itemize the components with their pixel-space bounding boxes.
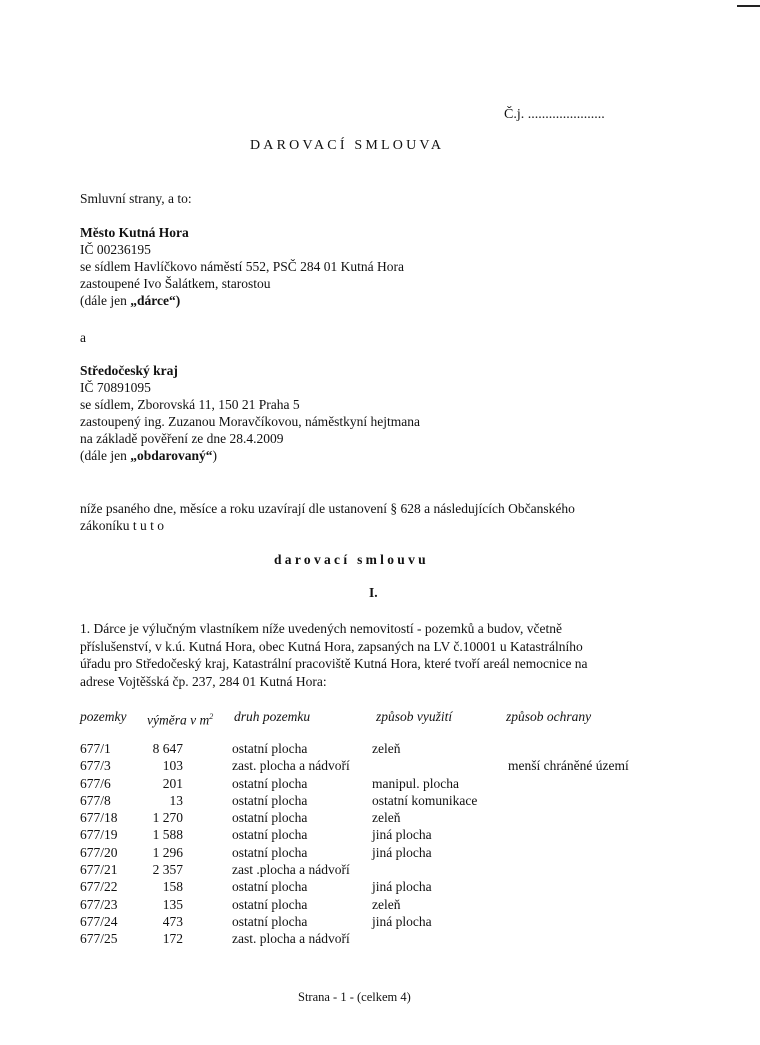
document-title: DAROVACÍ SMLOUVA <box>250 138 445 153</box>
header-vymera-text: výměra v m <box>147 712 210 728</box>
cell-druh: zast .plocha a nádvoří <box>232 862 350 878</box>
conjunction: a <box>80 330 86 345</box>
preamble-line: zákoníku t u t o <box>80 518 164 533</box>
cell-druh: ostatní plocha <box>232 844 308 860</box>
cell-druh: ostatní plocha <box>232 913 308 929</box>
cell-druh: ostatní plocha <box>232 827 308 843</box>
preamble-line: níže psaného dne, měsíce a roku uzavírají dle ustanovení § 628 a následujících Občanského <box>80 501 575 516</box>
recipient-alias-suffix: ) <box>212 448 218 463</box>
cell-vymera: 103 <box>162 758 183 774</box>
cell-vymera: 8 647 <box>152 741 183 756</box>
cell-vymera: 473 <box>162 913 183 929</box>
cell-zpusob: jiná plocha <box>372 844 432 860</box>
table-row <box>0 809 760 826</box>
recipient-alias-prefix: (dále jen <box>80 448 131 463</box>
cell-pozemek: 677/20 <box>80 844 118 860</box>
donor-ic: IČ 00236195 <box>80 242 151 257</box>
cell-vymera: 172 <box>162 931 183 947</box>
section-heading: I. <box>369 585 378 600</box>
cell-pozemek: 677/24 <box>80 913 118 929</box>
table-row <box>0 826 760 843</box>
cell-zpusob: jiná plocha <box>372 827 432 843</box>
cell-pozemek: 677/1 <box>80 741 111 756</box>
cell-vymera: 158 <box>162 879 183 895</box>
paragraph-line: úřadu pro Středočeský kraj, Katastrální pracoviště Kutná Hora, které tvoří areál nemocnice na <box>80 656 588 671</box>
header-druh: druh pozemku <box>234 709 311 724</box>
cell-ochrana: menší chráněné území <box>508 758 629 774</box>
table-row <box>0 930 760 947</box>
cell-zpusob: zeleň <box>372 810 401 826</box>
recipient-represented: zastoupený ing. Zuzanou Moravčíkovou, náměstkyní hejtmana <box>80 414 421 429</box>
cell-pozemek: 677/21 <box>80 862 118 878</box>
table-row <box>0 844 760 861</box>
cell-pozemek: 677/18 <box>80 810 118 826</box>
paragraph-line: příslušenství, v k.ú. Kutná Hora, obec Kutná Hora, zapsaných na LV č.10001 u Katastrálního <box>80 638 583 654</box>
table-row <box>0 878 760 895</box>
table-body <box>0 740 760 948</box>
cell-pozemek: 677/22 <box>80 879 118 895</box>
paragraph-1 <box>80 620 645 690</box>
header-vymera <box>147 708 213 729</box>
header-zpusob: způsob využití <box>376 709 453 724</box>
recipient-address: se sídlem, Zborovská 11, 150 21 Praha 5 <box>80 397 300 412</box>
donor-name: Město Kutná Hora <box>80 225 189 240</box>
recipient-authority: na základě pověření ze dne 28.4.2009 <box>80 431 284 446</box>
recipient-name: Středočeský kraj <box>80 363 178 378</box>
cell-pozemek: 677/3 <box>80 758 111 774</box>
recipient-ic: IČ 70891095 <box>80 380 151 395</box>
table-row <box>0 896 760 913</box>
cell-druh: ostatní plocha <box>232 810 308 826</box>
cell-zpusob: jiná plocha <box>372 879 432 895</box>
header-vymera-sup: 2 <box>209 712 214 721</box>
table-row <box>0 775 760 792</box>
cell-vymera: 13 <box>169 792 183 808</box>
paragraph-line: 1. Dárce je výlučným vlastníkem níže uvedených nemovitostí - pozemků a budov, včetně <box>80 621 562 636</box>
cell-druh: zast. plocha a nádvoří <box>232 758 350 774</box>
cell-zpusob: zeleň <box>372 741 401 756</box>
cell-zpusob: zeleň <box>372 896 401 912</box>
cell-druh: ostatní plocha <box>232 741 308 756</box>
header-ochrana: způsob ochrany <box>506 709 592 724</box>
party-donor <box>80 224 404 309</box>
cell-druh: zast. plocha a nádvoří <box>232 931 350 947</box>
cell-pozemek: 677/19 <box>80 827 118 843</box>
cell-druh: ostatní plocha <box>232 896 308 912</box>
donor-alias <box>80 292 404 309</box>
preamble <box>80 500 645 534</box>
donor-alias-term: „dárce“) <box>130 293 181 308</box>
cell-pozemek: 677/6 <box>80 775 111 791</box>
recipient-alias <box>80 447 420 464</box>
cell-druh: ostatní plocha <box>232 792 308 808</box>
page-footer: Strana - 1 - (celkem 4) <box>298 990 411 1004</box>
scan-edge-mark <box>737 5 760 7</box>
table-row <box>0 792 760 809</box>
header-pozemky: pozemky <box>80 709 127 724</box>
table-row <box>0 757 760 774</box>
cell-zpusob: jiná plocha <box>372 913 432 929</box>
cell-vymera: 2 357 <box>152 862 183 878</box>
cell-vymera: 1 270 <box>152 810 183 826</box>
cell-vymera: 1 296 <box>152 844 183 860</box>
recipient-alias-term: „obdarovaný“ <box>130 448 213 463</box>
contract-subtitle: darovací smlouvu <box>274 552 429 567</box>
table-row <box>0 740 760 757</box>
cell-pozemek: 677/25 <box>80 931 118 947</box>
donor-represented: zastoupené Ivo Šalátkem, starostou <box>80 276 271 291</box>
cell-zpusob: ostatní komunikace <box>372 792 478 808</box>
cell-pozemek: 677/8 <box>80 792 111 808</box>
cell-vymera: 135 <box>162 896 183 912</box>
cell-pozemek: 677/23 <box>80 896 118 912</box>
intro-text: Smluvní strany, a to: <box>80 191 192 206</box>
donor-address: se sídlem Havlíčkovo náměstí 552, PSČ 284 01 Kutná Hora <box>80 259 404 274</box>
cell-druh: ostatní plocha <box>232 879 308 895</box>
table-row <box>0 861 760 878</box>
donor-alias-prefix: (dále jen <box>80 293 131 308</box>
party-recipient <box>80 362 420 464</box>
cell-vymera: 201 <box>162 775 183 791</box>
reference-number: Č.j. ...................... <box>504 107 605 122</box>
cell-zpusob: manipul. plocha <box>372 775 459 791</box>
paragraph-line: adrese Vojtěšská čp. 237, 284 01 Kutná Hora: <box>80 673 327 689</box>
cell-vymera: 1 588 <box>152 827 183 843</box>
table-row <box>0 913 760 930</box>
cell-druh: ostatní plocha <box>232 775 308 791</box>
